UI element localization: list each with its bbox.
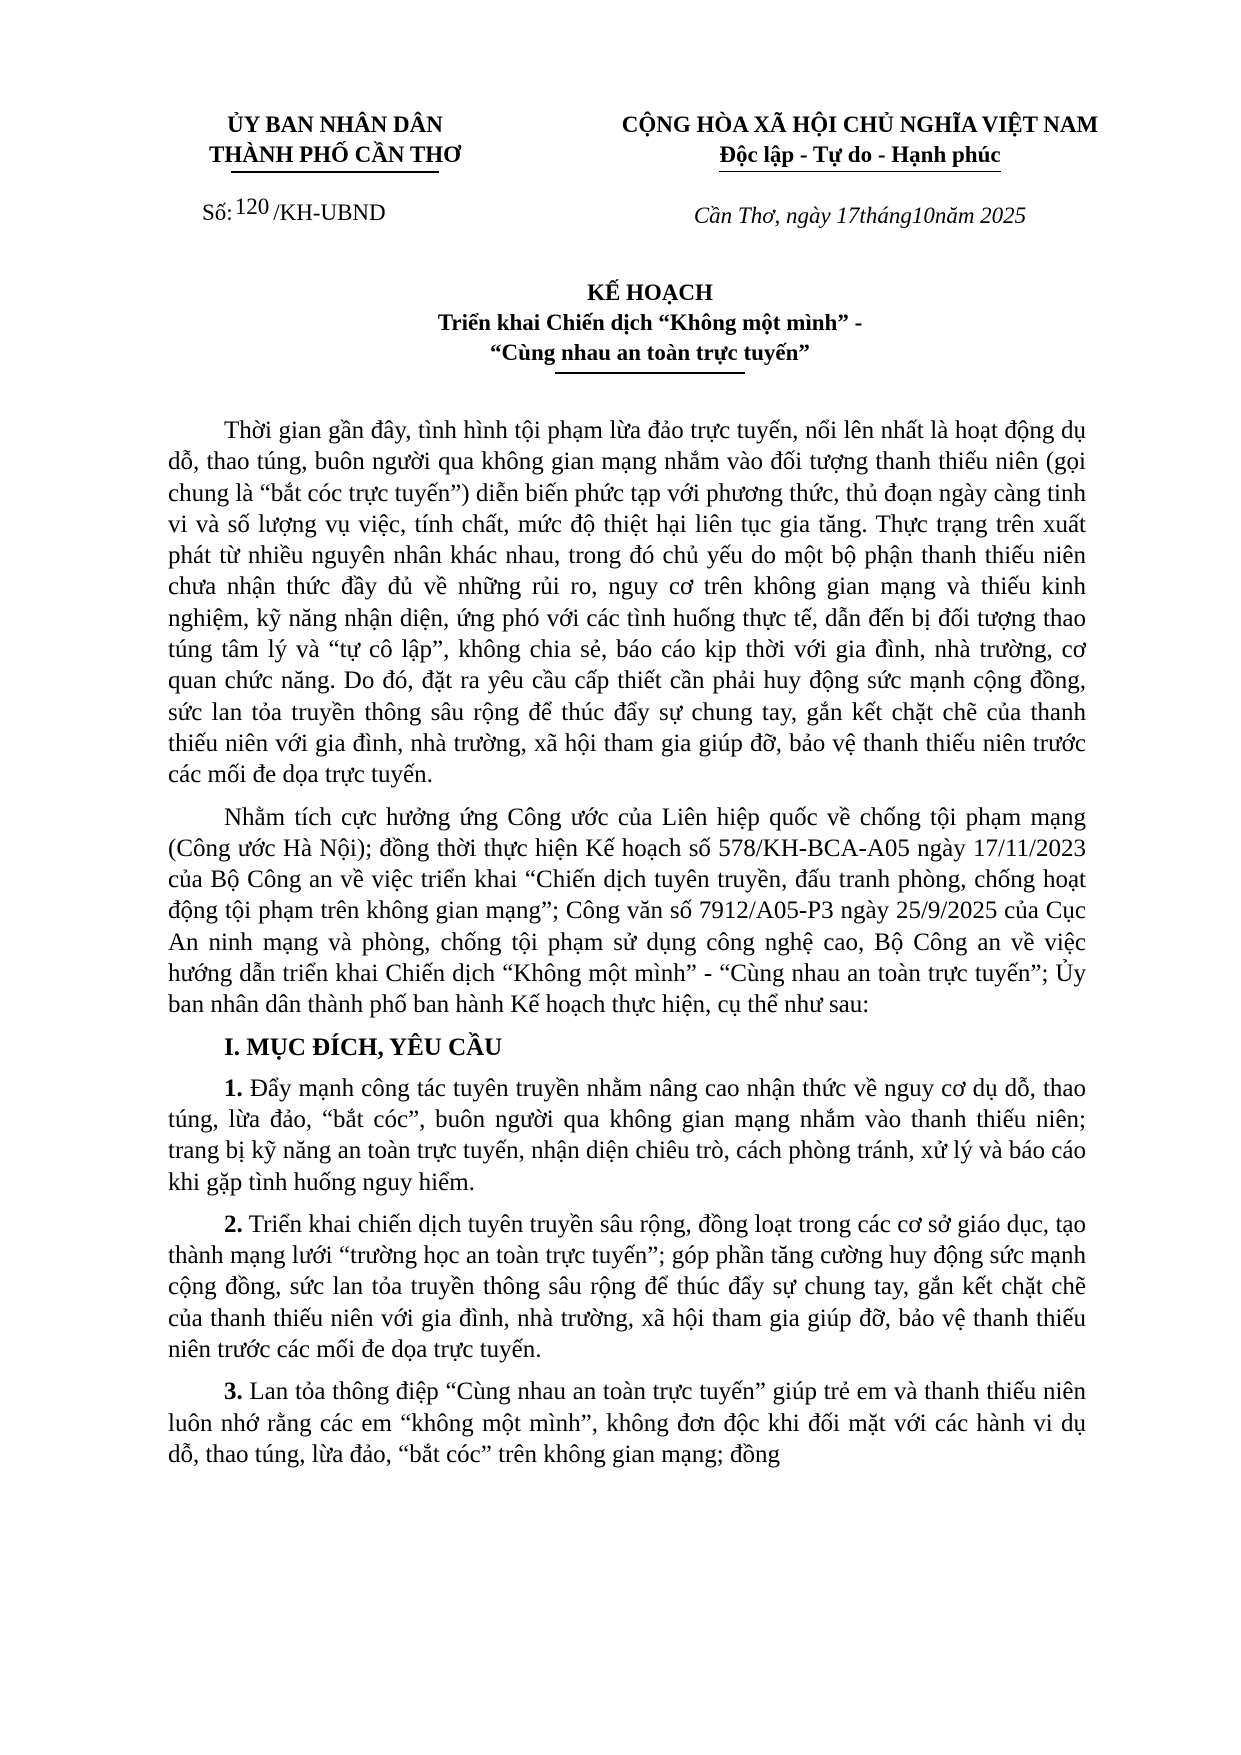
place-date: Cần Thơ, ngày 17tháng10năm 2025: [693, 203, 1027, 228]
item-number: 3.: [224, 1378, 243, 1406]
national-header: [560, 110, 1160, 172]
title-subtitle-line-1: Triển khai Chiến dịch “Không một mình” -: [437, 310, 863, 335]
list-item: [168, 1073, 1086, 1198]
doc-number-suffix: /KH-UBND: [273, 200, 386, 225]
title-subtitle-line-2: “Cùng nhau an toàn trực tuyến”: [490, 340, 810, 365]
item-number: 2.: [224, 1210, 243, 1238]
national-motto: Độc lập - Tự do - Hạnh phúc: [719, 142, 1000, 172]
agency-underline: [231, 171, 439, 173]
agency-line-2: THÀNH PHỐ CẦN THƠ: [209, 142, 461, 167]
intro-paragraph: Nhằm tích cực hưởng ứng Công ước của Liên hiệp quốc về chống tội phạm mạng (Công ước Hà Nội); đồng thời thực hiện Kế hoạch số 578/KH-BCA-A05 ngày 17/11/2023 của Bộ Công an về việc triển khai “Chiến dịch tuyên truyền, đấu tranh phòng, chống hoạt động tội phạm trên không gian mạng”; Công văn số 7912/A05-P3 ngày 25/9/2025 của Cục An ninh mạng và phòng, chống tội phạm sử dụng công nghệ cao, Bộ Công an về việc hướng dẫn triển khai Chiến dịch “Không một mình” - “Cùng nhau an toàn trực tuyến”; Ủy ban nhân dân thành phố ban hành Kế hoạch thực hiện, cụ thể như sau:: [168, 803, 1086, 1019]
item-text: Lan tỏa thông điệp “Cùng nhau an toàn trực tuyến” giúp trẻ em và thanh thiếu niên luôn nhớ rằng các em “không một mình”, không đơn độc khi đối mặt với các hành vi dụ dỗ, thao túng, lừa đảo, “bắt cóc” trên không gian mạng; đồng: [168, 1378, 1086, 1468]
agency-line-1: ỦY BAN NHÂN DÂN: [227, 112, 443, 137]
list-item: [168, 1209, 1086, 1365]
title-divider: [555, 372, 745, 374]
document-type: KẾ HOẠCH: [587, 280, 713, 305]
section-heading: I. MỤC ĐÍCH, YÊU CẦU: [224, 1033, 503, 1061]
doc-number-prefix: Số:: [202, 200, 233, 225]
issuing-agency: [170, 110, 500, 173]
item-text: Triển khai chiến dịch tuyên truyền sâu rộng, đồng loạt trong các cơ sở giáo dục, tạo thành mạng lưới “trường học an toàn trực tuyến”; góp phần tăng cường huy động sức mạnh cộng đồng, sức lan tỏa truyền thông sâu rộng để thúc đẩy sự chung tay, gắn kết chặt chẽ của thanh thiếu niên với gia đình, nhà trường, xã hội tham gia giúp đỡ, bảo vệ thanh thiếu niên trước các mối đe dọa trực tuyến.: [168, 1210, 1086, 1364]
document-body: [168, 415, 1086, 1481]
document-title: [200, 278, 1100, 374]
item-number: 1.: [224, 1074, 243, 1102]
doc-number-value: 120: [234, 194, 270, 219]
item-text: Đẩy mạnh công tác tuyên truyền nhằm nâng cao nhận thức về nguy cơ dụ dỗ, thao túng, lừa đảo, “bắt cóc”, buôn người qua không gian mạng nhắm vào thanh thiếu niên; trang bị kỹ năng an toàn trực tuyến, nhận diện chiêu trò, cách phòng tránh, xử lý và báo cáo khi gặp tình huống nguy hiểm.: [168, 1074, 1086, 1196]
document-number: [202, 194, 386, 226]
intro-paragraph: Thời gian gần đây, tình hình tội phạm lừa đảo trực tuyến, nổi lên nhất là hoạt động dụ dỗ, thao túng, buôn người qua không gian mạng nhắm vào đối tượng thanh thiếu niên (gọi chung là “bắt cóc trực tuyến”) diễn biến phức tạp với phương thức, thủ đoạn ngày càng tinh vi và số lượng vụ việc, tính chất, mức độ thiệt hại liên tục gia tăng. Thực trạng trên xuất phát từ nhiều nguyên nhân khác nhau, trong đó chủ yếu do một bộ phận thanh thiếu niên chưa nhận thức đầy đủ về những rủi ro, nguy cơ trên không gian mạng và thiếu kinh nghiệm, kỹ năng nhận diện, ứng phó với các tình huống thực tế, dẫn đến bị đối tượng thao túng tâm lý và “tự cô lập”, không chia sẻ, báo cáo kịp thời với gia đình, nhà trường, cơ quan chức năng. Do đó, đặt ra yêu cầu cấp thiết cần phải huy động sức mạnh cộng đồng, sức lan tỏa truyền thông sâu rộng để thúc đẩy sự chung tay, gắn kết chặt chẽ của thanh thiếu niên với gia đình, nhà trường, xã hội tham gia giúp đỡ, bảo vệ thanh thiếu niên trước các mối đe dọa trực tuyến.: [168, 417, 1086, 789]
list-item: [168, 1376, 1086, 1470]
nation-line: CỘNG HÒA XÃ HỘI CHỦ NGHĨA VIỆT NAM: [621, 112, 1099, 137]
